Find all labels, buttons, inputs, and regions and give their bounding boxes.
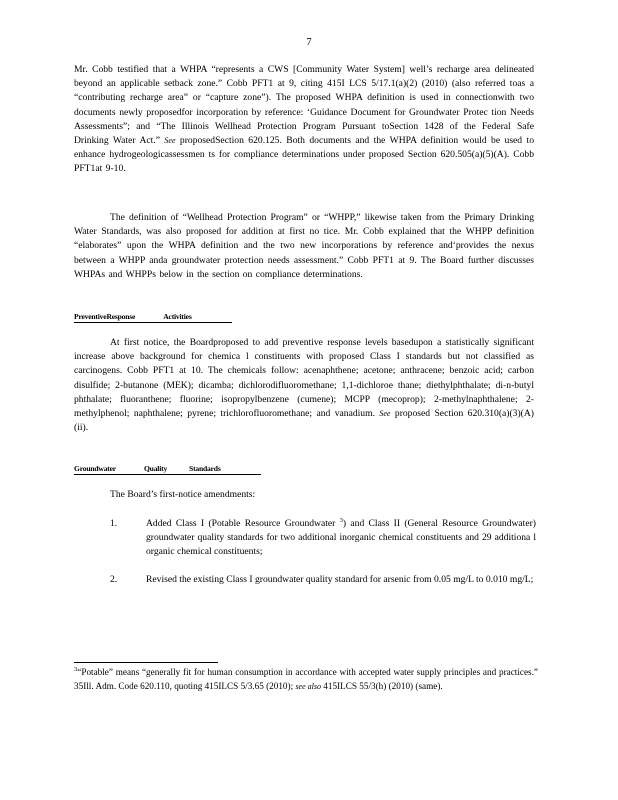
- paragraph-text: At first notice, the Boardproposed to add preventive response levels basedupon a statistically significant increase above background for chemica l constituents with proposed Class I standards but not classified as carcinogens. Cobb PFT1 at 10. The chemicals follow: acenaphthene; acetone; anthracene; benzoic acid; carbon disulfide; 2-butanone (MEK); dicamba; dichlorodifluoromethane; 1,1-dichloroe thane; diethylphthalate; di-n-butyl phthalate; fluoranthene; fluorine; isopropylbenzene (cumene); MCPP (mecoprop); 2-methylnaphthalene; 2-methylphenol; naphthalene; pyrene; trichlorofluoromethane; and vanadium.: [74, 337, 534, 420]
- list-item-text: Revised the existing Class I groundwater quality standard for arsenic from 0.05 mg/L to 0.010 mg/L;: [146, 574, 534, 585]
- footnote-text: 415ILCS 55/3(h) (2010) (same).: [321, 680, 443, 691]
- list-item-number: 1.: [110, 518, 118, 529]
- heading-word: Quality: [143, 464, 168, 473]
- footnote-divider: [74, 662, 218, 663]
- paragraph-whpa-definition: [74, 63, 534, 177]
- page-number: 7: [306, 37, 312, 48]
- footnote-reference: 3: [339, 517, 343, 524]
- citation-signal: See: [164, 136, 176, 146]
- paragraph-preventive-response: [74, 336, 534, 435]
- section-heading-preventive-response: [74, 312, 232, 323]
- footnote-text: “Potable” means “generally fit for human consumption in accordance with accepted water supply principles and practices.” 35Ill. Adm. Code 620.110, quoting 415ILCS 5/3.65 (2010);: [74, 667, 538, 691]
- heading-word: Groundwater: [74, 464, 116, 473]
- paragraph-text: proposed Section 620.310(a)(3)(A)(ii).: [74, 408, 534, 434]
- paragraph-text: The definition of “Wellhead Protection Program” or “WHPP,” likewise taken from the Primary Drinking Water Standards, was also proposed for addition at first no tice. Mr. Cobb explained that the WHPP definition “elaborates” upon the WHPA definition and the two new incorporations by reference and‘provides the nexus between a WHPP anda groundwater protection needs assessment.” Cobb PFT1 at 9. The Board further discusses WHPAs and WHPPs below in the section on compliance determinations.: [74, 212, 534, 280]
- heading-word: Response: [106, 312, 136, 321]
- list-item-number: 2.: [110, 574, 118, 585]
- paragraph-whpp-definition: [74, 211, 534, 282]
- heading-word: Preventive: [74, 312, 107, 321]
- heading-word: Standards: [189, 464, 221, 473]
- footnote: [74, 666, 538, 693]
- citation-signal: See: [379, 409, 391, 419]
- paragraph-text: Mr. Cobb testified that a WHPA “represents a CWS [Community Water System] well’s recharge area delineated beyond an applicable setback zone.” Cobb PFT1 at 9, citing 415I LCS 5/17.1(a)(2) (2010) (also referred toas a “contributing recharge area” or “capture zone”). The proposed WHPA definition is used in connectionwith two documents newly proposedfor incorporation by reference: ‘Guidance Document for Groundwater Protec tion Needs Assessments”; and “The Illinois Wellhead Protection Program Pursuant toSection 1428 of the Federal Safe Drinking Water Act.”: [74, 64, 534, 147]
- footnote-marker: 3: [74, 666, 78, 673]
- heading-word: Activities: [163, 312, 192, 321]
- section-heading-groundwater-quality-standards: [74, 464, 261, 475]
- list-item-text: [146, 517, 536, 560]
- list-item-text-part: Added Class I (Potable Resource Groundwater: [146, 518, 340, 529]
- citation-signal: see also: [295, 681, 321, 691]
- list-item-text-part: ) and Class II (General Resource Groundwater) groundwater quality standards for two additional inorganic chemical constituents and 29 additiona l organic chemical constituents;: [146, 518, 536, 558]
- paragraph-text: proposedSection 620.125. Both documents and the WHPA definition would be used to enhance hydrogeologicassessmen ts for compliance determinations under proposed Section 620.505(a)(5)(A). Cobb PFT1at 9-10.: [74, 135, 534, 175]
- amendments-intro: The Board’s first-notice amendments:: [110, 489, 256, 500]
